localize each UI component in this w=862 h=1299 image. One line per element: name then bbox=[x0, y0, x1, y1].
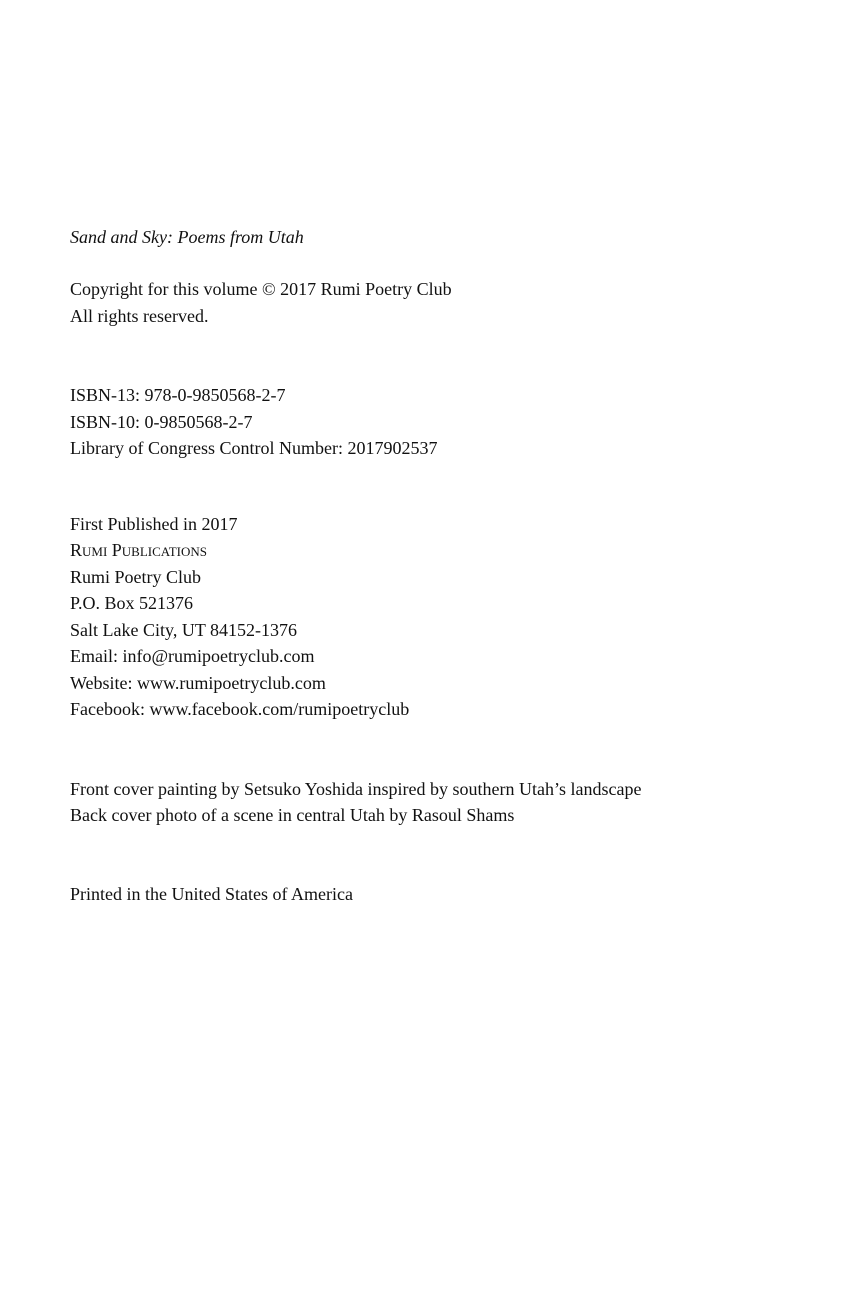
lccn: Library of Congress Control Number: 2017902537 bbox=[70, 438, 438, 458]
book-title: Sand and Sky: Poems from Utah bbox=[70, 227, 304, 247]
copyright-line: Copyright for this volume © 2017 Rumi Poetry Club bbox=[70, 279, 452, 299]
rights-reserved: All rights reserved. bbox=[70, 306, 209, 326]
isbn-10: ISBN-10: 0-9850568-2-7 bbox=[70, 412, 253, 432]
email: Email: info@rumipoetryclub.com bbox=[70, 646, 315, 666]
front-cover-credit: Front cover painting by Setsuko Yoshida inspired by southern Utah’s landscape bbox=[70, 779, 642, 799]
publisher-name: Rumi Poetry Club bbox=[70, 567, 202, 587]
imprint-name: Rumi Publications bbox=[70, 540, 208, 560]
isbn-13: ISBN-13: 978-0-9850568-2-7 bbox=[70, 385, 286, 405]
printed-in: Printed in the United States of America bbox=[70, 884, 353, 904]
po-box: P.O. Box 521376 bbox=[70, 593, 194, 613]
website: Website: www.rumipoetryclub.com bbox=[70, 673, 326, 693]
city-address: Salt Lake City, UT 84152-1376 bbox=[70, 620, 297, 640]
back-cover-credit: Back cover photo of a scene in central Utah by Rasoul Shams bbox=[70, 805, 515, 825]
facebook: Facebook: www.facebook.com/rumipoetryclub bbox=[70, 699, 410, 719]
first-published: First Published in 2017 bbox=[70, 514, 238, 534]
